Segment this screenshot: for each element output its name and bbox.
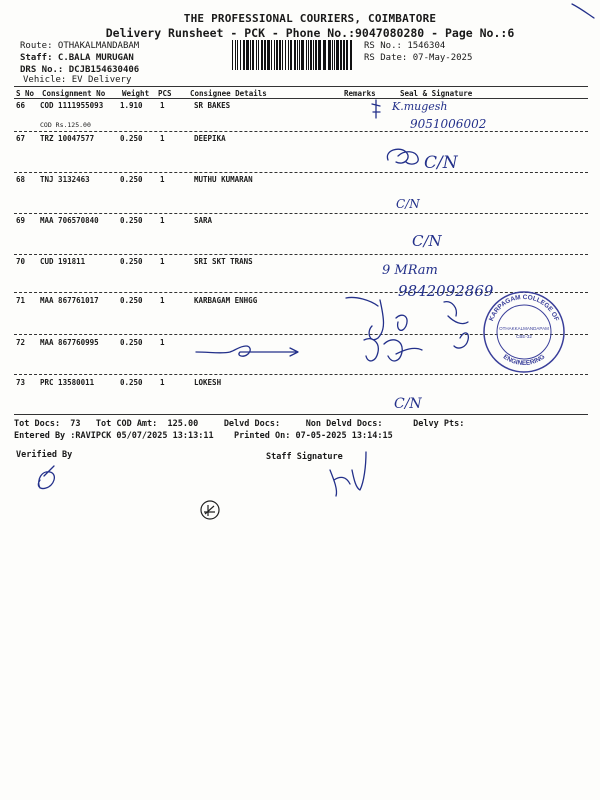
staff-signature-label: Staff Signature [266,452,343,462]
row-consignment: COD 1111955093 [40,101,104,110]
row-consignment: CUD 191811 [40,257,86,266]
row-consignee: SARA [194,216,213,225]
rs-number: RS No.: 1546304 [364,41,446,51]
svg-text:9842092869: 9842092869 [398,282,494,300]
svg-text:C/N: C/N [424,153,458,173]
signature-row-66 [372,100,486,131]
signature-row-70 [382,263,494,300]
row-pcs: 1 [160,257,165,266]
row-consignment: PRC 13580011 [40,378,95,387]
row-sno: 70 [16,257,26,266]
rs-date: RS Date: 07-May-2025 [364,53,473,63]
staff-label: Staff: C.BALA MURUGAN [20,53,134,63]
college-stamp [484,292,564,372]
row-pcs: 1 [160,101,165,110]
col-consignee: Consignee Details [190,89,267,98]
svg-text:KARPAGAM COLLEGE OF: KARPAGAM COLLEGE OF [488,293,560,323]
row-cod-amount: COD Rs.125.00 [40,121,91,129]
circled-note [201,501,219,519]
col-pcs: PCS [158,89,172,98]
row-weight: 0.250 [120,175,143,184]
row-consignee: KARBAGAM ENHGG [194,296,258,305]
svg-text:OTHAKKALMANDAPAM: OTHAKKALMANDAPAM [499,326,549,331]
row-pcs: 1 [160,378,165,387]
row-pcs: 1 [160,216,165,225]
row-sno: 68 [16,175,26,184]
row-sno: 72 [16,338,26,347]
row-sno: 66 [16,101,26,110]
row-consignee: SR BAKES [194,101,231,110]
row-sno: 73 [16,378,26,387]
row-sno: 69 [16,216,26,225]
entered-by-line: Entered By :RAVIPCK 05/07/2025 13:13:11 Printed On: 07-05-2025 13:14:15 [14,431,393,441]
row-weight: 1.910 [120,101,143,110]
col-consignment: Consignment No [42,89,106,98]
staff-signature-mark [330,452,366,496]
col-seal-signature: Seal & Signature [400,89,473,98]
svg-text:ENGINEERING: ENGINEERING [501,353,547,367]
row-consignee: MUTHU KUMARAN [194,175,253,184]
svg-text:9 MRam: 9 MRam [382,263,438,278]
row-pcs: 1 [160,296,165,305]
row-consignment: MAA 706570840 [40,216,99,225]
signature-row-72 [364,339,422,361]
row-sno: 67 [16,134,26,143]
col-remarks: Remarks [344,89,376,98]
row-pcs: 1 [160,134,165,143]
svg-text:9051006002: 9051006002 [410,117,487,131]
row-weight: 0.250 [120,378,143,387]
signature-row-67 [387,149,458,173]
verified-by-label: Verified By [16,450,73,460]
runsheet-subtitle: Delivery Runsheet - PCK - Phone No.:9047080280 - Page No.:6 [105,26,515,40]
totals-line: Tot Docs: 73 Tot COD Amt: 125.00 Delvd Docs: Non Delvd Docs: Delvy Pts: [14,419,465,429]
verified-signature [38,466,54,489]
row-consignee: DEEPIKA [194,134,226,143]
signature-row-73: C/N [394,396,422,412]
svg-text:K.mugesh: K.mugesh [392,100,448,113]
row-weight: 0.250 [120,338,143,347]
route-label: Route: OTHAKALMANDABAM [20,41,140,51]
row-consignment: TRZ 10047577 [40,134,95,143]
company-title: THE PROFESSIONAL COURIERS, COIMBATORE [183,12,437,25]
row-pcs: 1 [160,338,165,347]
row-consignment: MAA 867760995 [40,338,99,347]
signature-row-71 [346,297,407,339]
row-pcs: 1 [160,175,165,184]
col-sno: S No [16,89,35,98]
arrow-stroke-row-72 [196,346,298,356]
signature-row-68: C/N [396,197,420,211]
row-consignment: TNJ 3132463 [40,175,90,184]
col-weight: Weight [122,89,150,98]
row-consignment: MAA 867761017 [40,296,99,305]
row-sno: 71 [16,296,26,305]
drs-number: DRS No.: DCJB154630406 [20,65,140,75]
row-weight: 0.250 [120,216,143,225]
row-consignee: LOKESH [194,378,222,387]
row-consignee: SRI SKT TRANS [194,257,253,266]
row-weight: 0.250 [120,296,143,305]
row-weight: 0.250 [120,134,143,143]
vehicle-label: Vehicle: EV Delivery [23,75,132,85]
svg-text:CBE-32: CBE-32 [516,334,532,339]
row-weight: 0.250 [120,257,143,266]
signature-row-69: C/N [412,232,442,250]
